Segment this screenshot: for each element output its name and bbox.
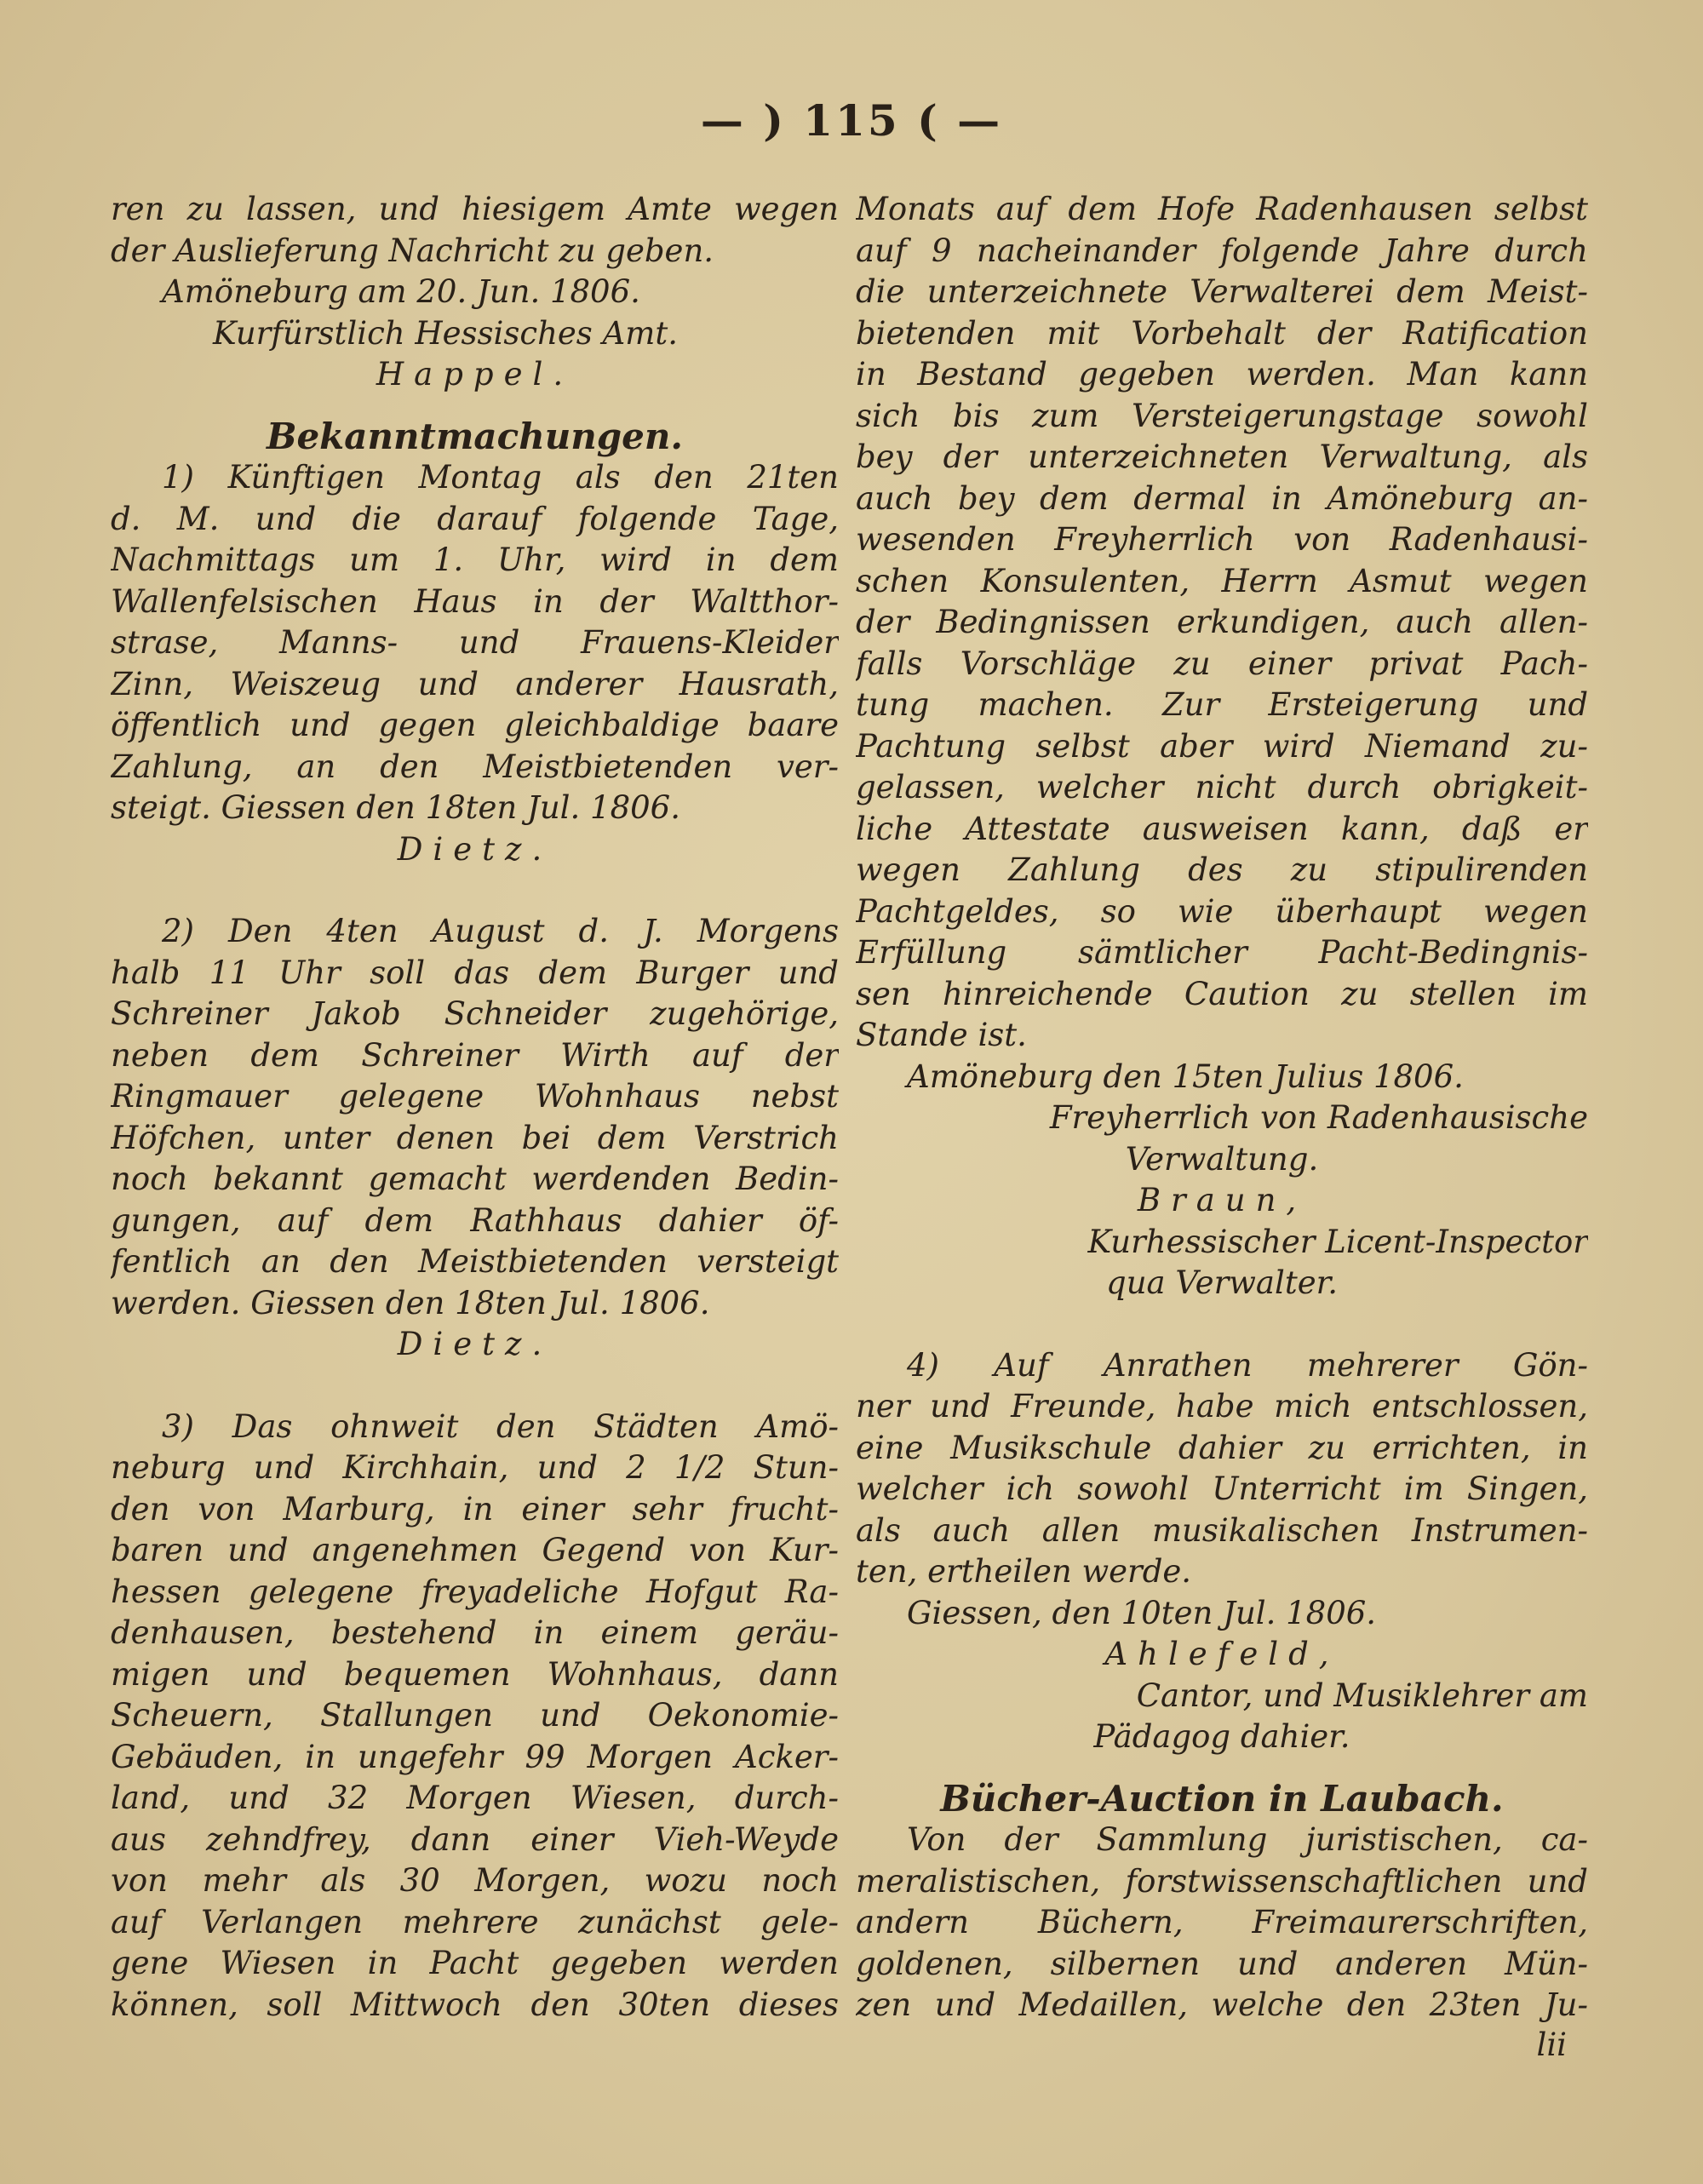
text-line: 2) Den 4ten August d. J. Morgens [162, 913, 839, 949]
text-line: land, und 32 Morgen Wiesen, durch- [111, 1780, 839, 1816]
text-line: migen und bequemen Wohnhaus, dann [111, 1655, 839, 1693]
text-line: Pachtgeldes, so wie überhaupt wegen [856, 892, 1588, 930]
text-line: neburg und Kirchhain, und 2 1/2 Stun- [111, 1449, 839, 1486]
notice-4-signature: Ahlefeld, [1104, 1636, 1339, 1672]
text-line: liche Attestate ausweisen kann, daß er [856, 810, 1588, 847]
text-line: andern Büchern, Freimaurerschriften, [856, 1904, 1588, 1940]
text-line: fentlich an den Meistbietenden versteigt [111, 1243, 839, 1280]
text-line: gelassen, welcher nicht durch obrigkeit- [856, 769, 1588, 805]
text-line: halb 11 Uhr soll das dem Burger und [111, 954, 839, 991]
section-heading: Bekanntmachungen. [266, 416, 684, 457]
text-line: denhausen, bestehend in einem geräu- [111, 1614, 839, 1651]
text-line: öffentlich und gegen gleichbaldige baare [111, 707, 839, 743]
text-line: baren und angenehmen Gegend von Kur- [111, 1532, 839, 1568]
notice-4-date: Giessen, den 10ten Jul. 1806. [907, 1594, 1377, 1631]
text-line: d. M. und die darauf folgende Tage, [111, 500, 839, 537]
text-line: Zinn, Weiszeug und anderer Hausrath, [111, 665, 839, 702]
text-line: Zahlung, an den Meistbietenden ver- [111, 748, 839, 785]
intro-paragraph [111, 189, 839, 272]
left-column [111, 189, 839, 2026]
text-line: hessen gelegene freyadeliche Hofgut Ra- [111, 1573, 839, 1610]
notice-1 [111, 457, 839, 870]
text-line: Pachtung selbst aber wird Niemand zu- [856, 727, 1588, 765]
text-line: ten, ertheilen werde. [856, 1553, 1192, 1590]
notice-4-title-2: Pädagog dahier. [1093, 1718, 1350, 1755]
notice-3-title-2: qua Verwalter. [1106, 1264, 1338, 1301]
text-line: neben dem Schreiner Wirth auf der [111, 1036, 839, 1074]
notice-1-signature: Dietz. [397, 830, 553, 868]
notice-2-signature: Dietz. [397, 1326, 553, 1362]
notice-3-continued [856, 189, 1588, 1057]
notice-3-signature: Braun, [1137, 1182, 1307, 1218]
text-line: Monats auf dem Hofe Radenhausen selbst [856, 191, 1588, 227]
text-line: noch bekannt gemacht werdenden Bedin- [111, 1161, 839, 1197]
right-column [856, 189, 1588, 2026]
text-line: bey der unterzeichneten Verwaltung, als [856, 439, 1588, 475]
text-line: als auch allen musikalischen Instrumen- [856, 1511, 1588, 1549]
text-line: in Bestand gegeben werden. Man kann [856, 356, 1588, 393]
text-line: sich bis zum Versteigerungstage sowohl [856, 397, 1588, 434]
text-line: Stande ist. [856, 1017, 1027, 1053]
auction-heading: Bücher-Auction in Laubach. [940, 1778, 1504, 1820]
text-line: Ringmauer gelegene Wohnhaus nebst [111, 1078, 839, 1115]
text-line: Wallenfelsischen Haus in der Waltthor- [111, 582, 839, 620]
text-line: gungen, auf dem Rathhaus dahier öf- [111, 1201, 839, 1239]
notice-3-office: Freyherrlich von Radenhausische [1049, 1099, 1588, 1136]
text-line: strase, Manns- und Frauens-Kleider [111, 624, 839, 661]
notice-3-title: Kurhessischer Licent-Inspector [1087, 1223, 1588, 1260]
text-line: Gebäuden, in ungefehr 99 Morgen Acker- [111, 1738, 839, 1775]
text-line: sen hinreichende Caution zu stellen im [856, 975, 1588, 1012]
text-line: 3) Das ohnweit den Städten Amö- [162, 1407, 839, 1445]
text-line: eine Musikschule dahier zu errichten, in [856, 1429, 1588, 1466]
text-line: können, soll Mittwoch den 30ten dieses [111, 1986, 839, 2023]
text-line: Höfchen, unter denen bei dem Verstrich [111, 1119, 839, 1156]
notice-4-title: Cantor, und Musiklehrer am [1136, 1677, 1588, 1714]
text-line: der Auslieferung Nachricht zu geben. [111, 232, 714, 269]
text-line: ner und Freunde, habe mich entschlossen, [856, 1388, 1588, 1424]
text-line: bietenden mit Vorbehalt der Ratification [856, 314, 1588, 352]
text-line: zen und Medaillen, welche den 23ten Ju- [856, 1986, 1588, 2023]
auction-notice [856, 1820, 1588, 2026]
text-line: wegen Zahlung des zu stipulirenden [856, 851, 1588, 888]
text-line: auf Verlangen mehrere zunächst gele- [111, 1903, 839, 1940]
text-line: welcher ich sowohl Unterricht im Singen, [856, 1470, 1588, 1507]
text-line: von mehr als 30 Morgen, wozu noch [111, 1862, 839, 1899]
text-line: steigt. Giessen den 18ten Jul. 1806. [111, 789, 680, 826]
text-line: auch bey dem dermal in Amöneburg an- [856, 479, 1588, 517]
text-line: meralistischen, forstwissenschaftlichen und [856, 1862, 1588, 1900]
text-line: die unterzeichnete Verwalterei dem Meist- [856, 273, 1588, 310]
text-line: tung machen. Zur Ersteigerung und [856, 686, 1588, 723]
text-line: aus zehndfrey, dann einer Vieh-Weyde [111, 1820, 839, 1858]
text-line: auf 9 nacheinander folgende Jahre durch [856, 232, 1588, 269]
text-line: Erfüllung sämtlicher Pacht-Bedingnis- [856, 934, 1588, 971]
text-line: ren zu lassen, und hiesigem Amte wegen [111, 191, 839, 227]
text-line: Von der Sammlung juristischen, ca- [907, 1821, 1588, 1858]
page-header: — ) 115 ( — [700, 95, 1003, 146]
notice-3 [111, 1407, 839, 2026]
text-line: falls Vorschläge zu einer privat Pach- [856, 645, 1588, 682]
text-line: gene Wiesen in Pacht gegeben werden [111, 1945, 839, 1981]
text-line: der Bedingnissen erkundigen, auch allen- [856, 604, 1588, 640]
text-line: Nachmittags um 1. Uhr, wird in dem [111, 542, 839, 578]
text-line: 1) Künftigen Montag als den 21ten [162, 459, 839, 496]
text-line: schen Konsulenten, Herrn Asmut wegen [856, 562, 1588, 599]
text-line: wesenden Freyherrlich von Radenhausi- [856, 521, 1588, 558]
text-line: 4) Auf Anrathen mehrerer Gön- [907, 1346, 1588, 1384]
notice-4 [856, 1345, 1588, 1593]
text-line: Scheuern, Stallungen und Oekonomie- [111, 1697, 839, 1734]
intro-signature: Happel. [376, 356, 574, 393]
notice-2 [111, 911, 839, 1366]
notice-3-date: Amöneburg den 15ten Julius 1806. [907, 1058, 1464, 1095]
notice-3-office-2: Verwaltung. [1125, 1140, 1319, 1178]
catchword: lii [1536, 2026, 1567, 2063]
text-line: den von Marburg, in einer sehr frucht- [111, 1490, 839, 1528]
text-line: goldenen, silbernen und anderen Mün- [856, 1945, 1588, 1982]
text-line: Schreiner Jakob Schneider zugehörige, [111, 995, 839, 1032]
text-line: werden. Giessen den 18ten Jul. 1806. [111, 1284, 710, 1321]
intro-office: Kurfürstlich Hessisches Amt. [213, 314, 678, 352]
intro-date: Amöneburg am 20. Jun. 1806. [162, 273, 640, 310]
